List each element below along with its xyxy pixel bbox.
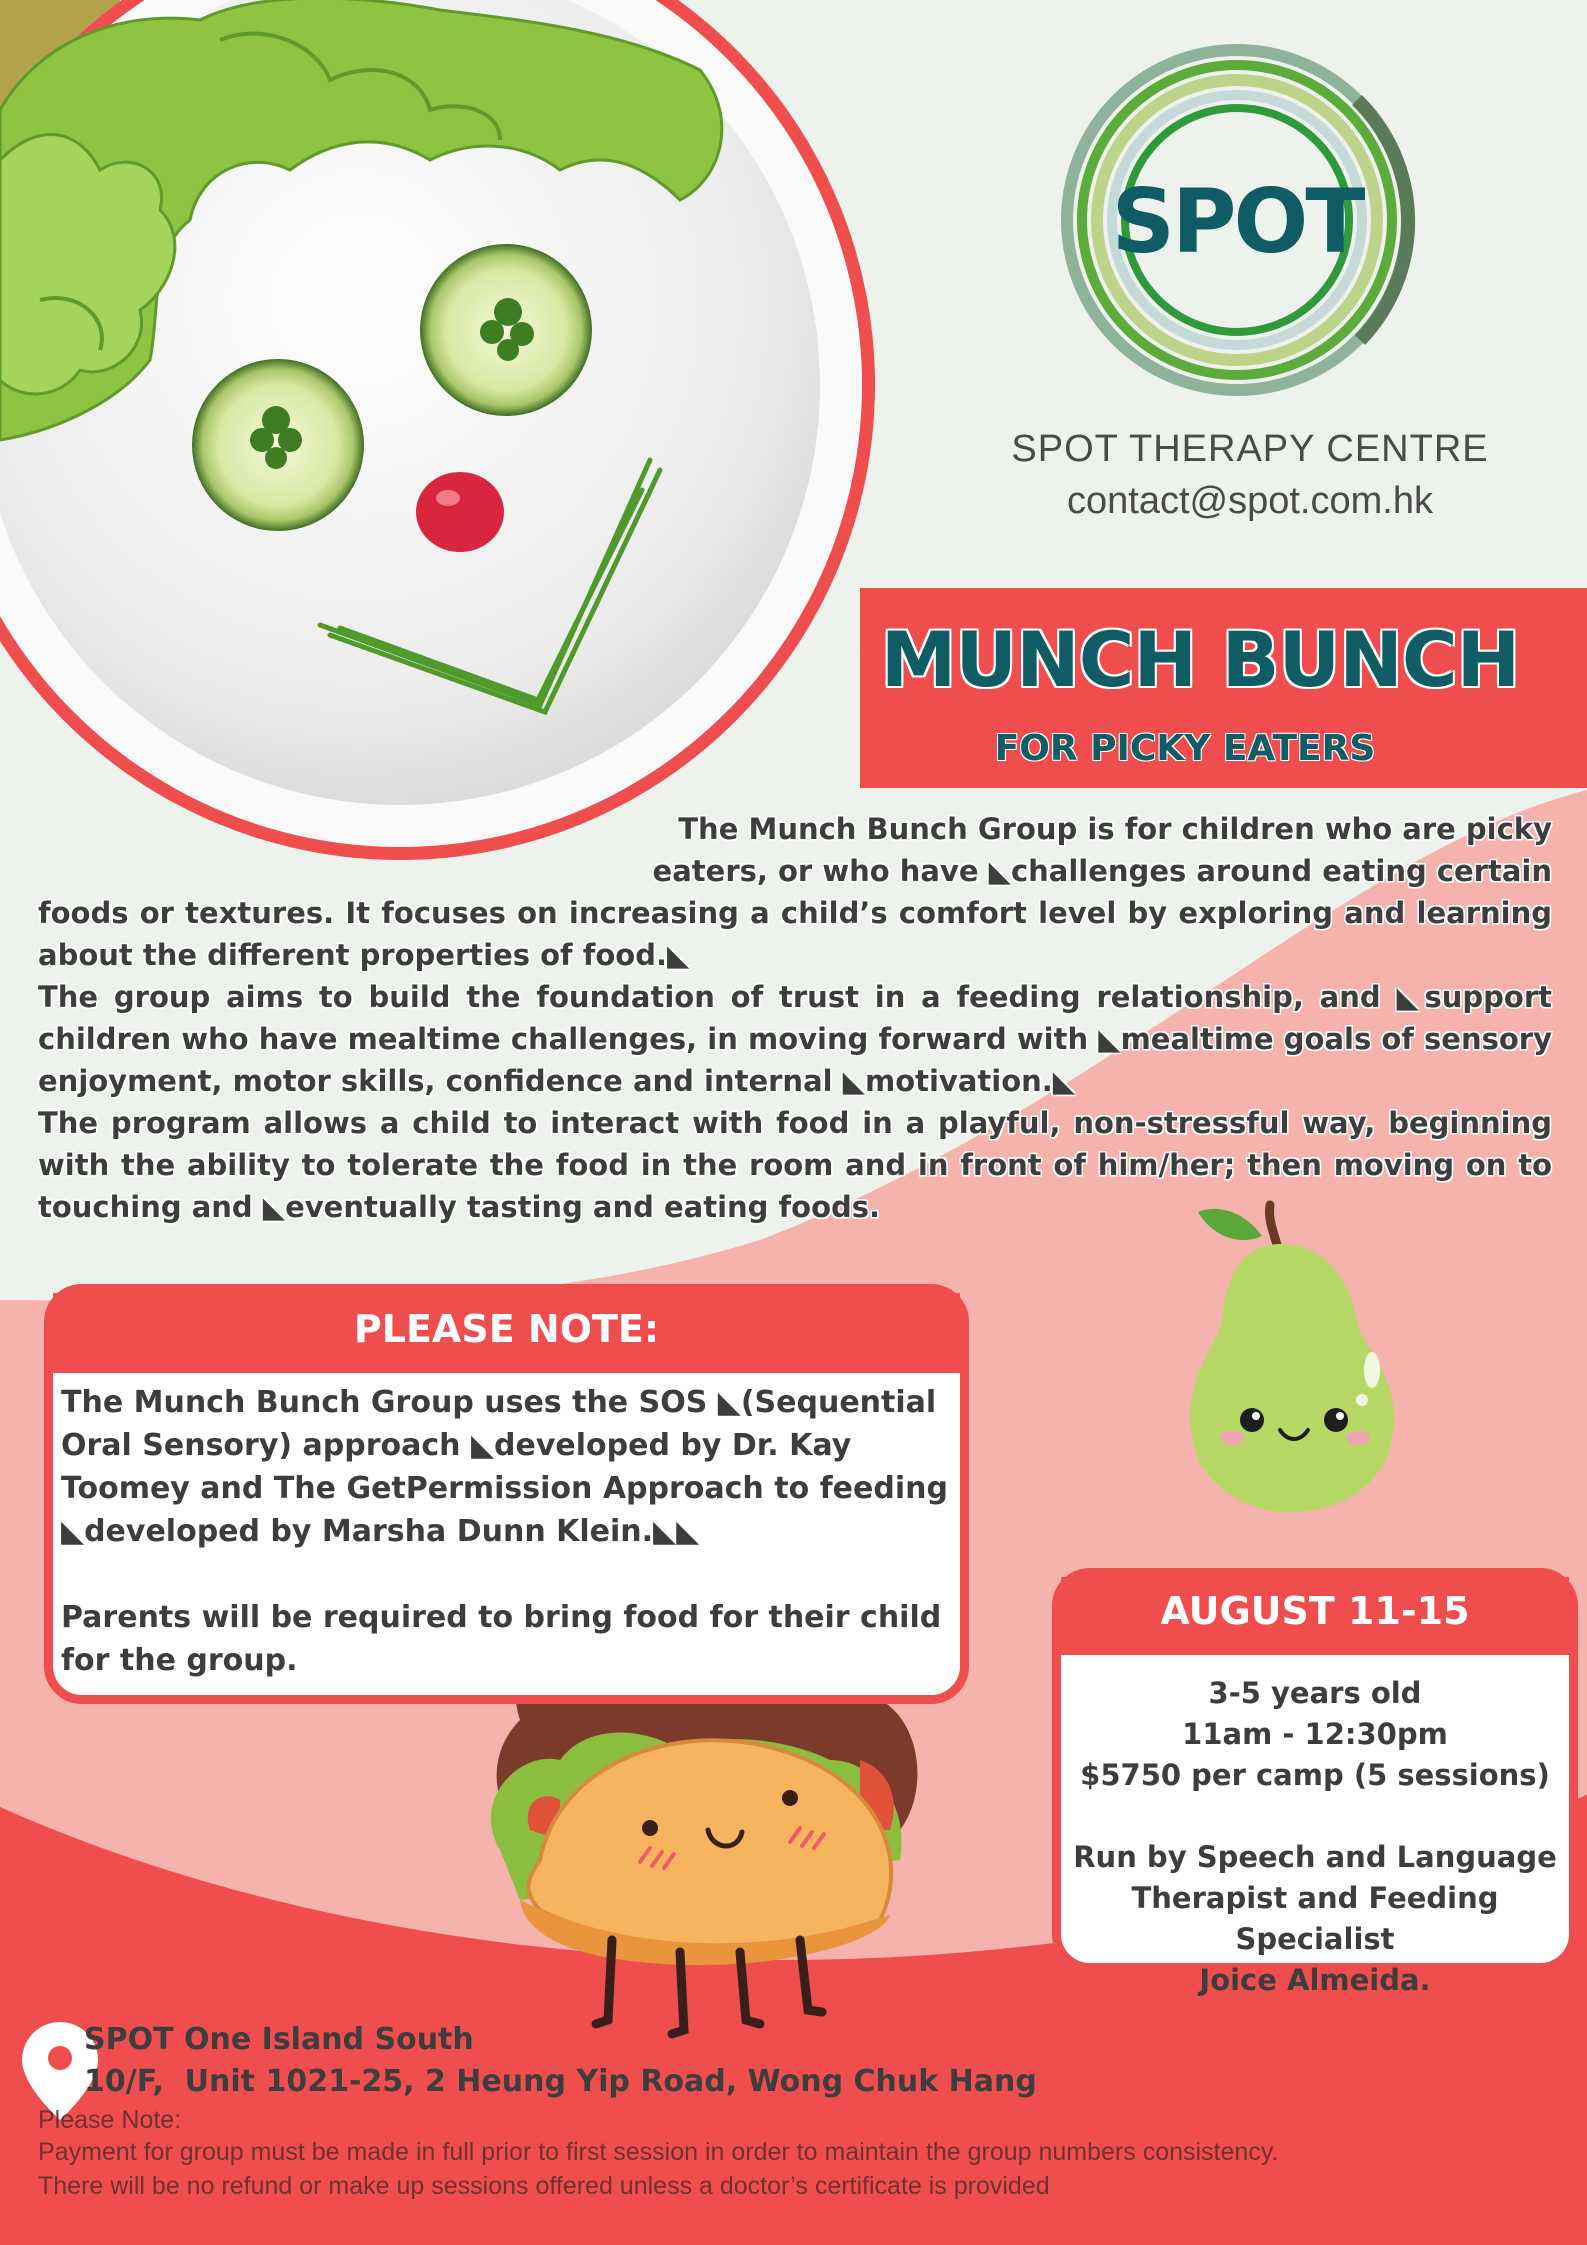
location-address: 10/F, Unit 1021-25, 2 Heung Yip Road, Wong Chuk Hang: [84, 2064, 1037, 2099]
intro-lines-right: [560, 808, 1552, 892]
intro-line: The Munch Bunch Group is for children who are picky: [678, 812, 1552, 846]
age-range: 3-5 years old: [1208, 1676, 1422, 1710]
please-note-heading: PLEASE NOTE:: [53, 1293, 960, 1373]
centre-name: SPOT THERAPY CENTRE: [1011, 428, 1489, 470]
logo-text: SPOT: [1111, 170, 1363, 273]
intro-paragraphs: [38, 892, 1552, 1228]
run-by-line: Run by Speech and Language: [1073, 1840, 1557, 1874]
run-by-line: Joice Almeida.: [1199, 1963, 1431, 1997]
footer-note-label: Please Note:: [38, 2106, 182, 2134]
footer-note-line: There will be no refund or make up sessions offered unless a doctor’s certificate is provided: [38, 2172, 1050, 2200]
schedule-date: AUGUST 11-15: [1061, 1577, 1569, 1655]
intro-paragraph: foods or textures. It focuses on increasing a child’s comfort level by exploring and learning about the different properties of food.◣: [38, 896, 1552, 972]
please-note-box: [44, 1284, 969, 1704]
schedule-box: [1052, 1568, 1578, 1997]
intro-line: eaters, or who have ◣challenges around eating certain: [652, 854, 1552, 888]
intro-paragraph: The group aims to build the foundation of trust in a feeding relationship, and ◣support children who have mealtime challenges, in moving forward with ◣mealtime goals of sensory enjoyment, motor skills, confidence and internal ◣motivation.◣: [38, 980, 1552, 1098]
contact-email[interactable]: contact@spot.com.hk: [1067, 480, 1433, 522]
note-paragraph: Parents will be required to bring food for their child for the group.: [61, 1600, 942, 1678]
page-subtitle: FOR PICKY EATERS: [994, 728, 1376, 769]
please-note-body: [53, 1373, 960, 1682]
location-name: SPOT One Island South: [84, 2022, 474, 2057]
run-by-line: Therapist and Feeding Specialist: [1131, 1881, 1499, 1956]
footer-note-line: Payment for group must be made in full prior to first session in order to maintain the group numbers consistency.: [38, 2138, 1279, 2166]
price: $5750 per camp (5 sessions): [1080, 1758, 1550, 1792]
page-title: MUNCH BUNCH: [880, 615, 1520, 704]
intro-paragraph: The program allows a child to interact with food in a playful, non-stressful way, beginning with the ability to tolerate the food in the room and in front of him/her; then moving on to touching and ◣eventually tasting and eating foods.: [38, 1106, 1552, 1224]
note-paragraph: The Munch Bunch Group uses the SOS ◣(Sequential Oral Sensory) approach ◣developed by Dr. Kay Toomey and The GetPermission Approach to feeding ◣developed by Marsha Dunn Klein.◣◣: [61, 1385, 948, 1549]
session-time: 11am - 12:30pm: [1182, 1717, 1448, 1751]
schedule-details: [1061, 1655, 1569, 2001]
